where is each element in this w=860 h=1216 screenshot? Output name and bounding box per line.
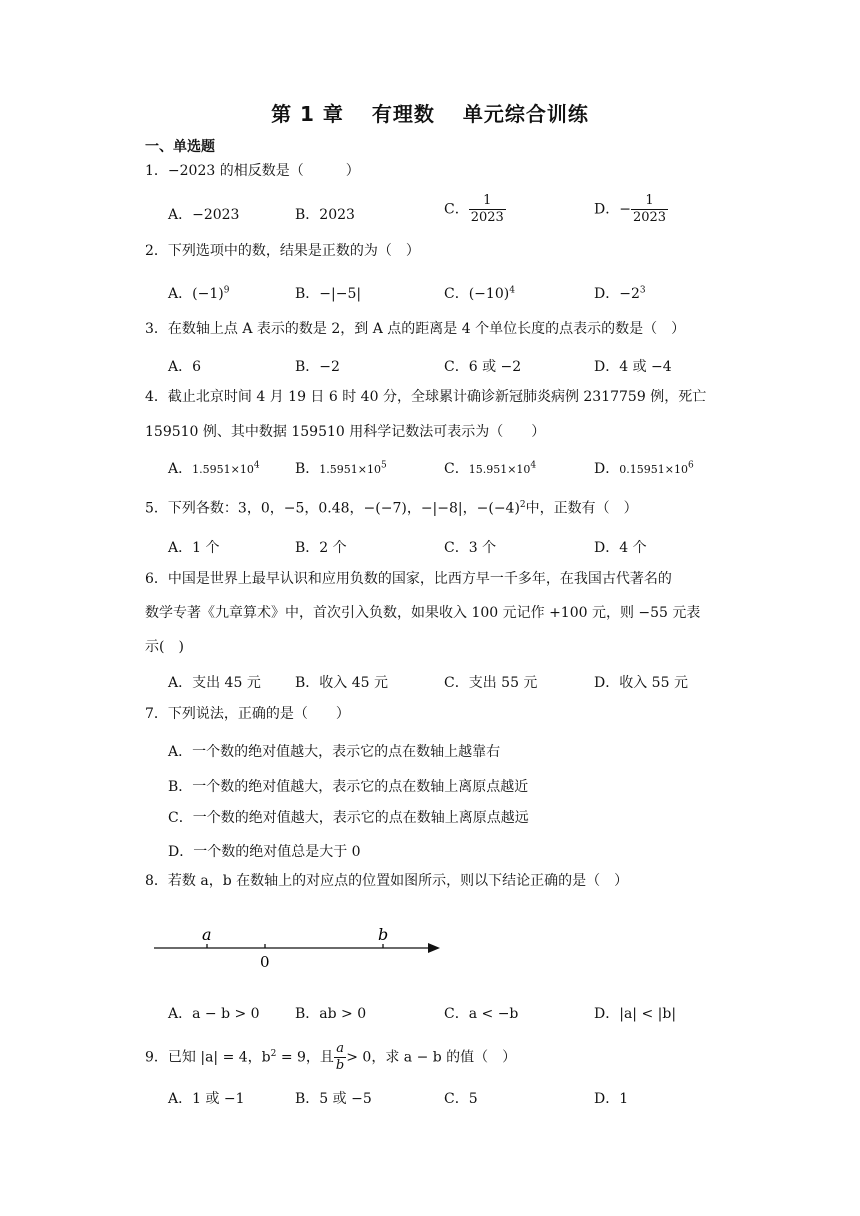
q1-fraction-c: $\frac{1}{2023}$ xyxy=(470,193,504,225)
q2-option-a: A．$(-1)^9$ xyxy=(168,285,230,302)
question-7-stem: 7．下列说法，正确的是（ ） xyxy=(145,706,350,722)
q3-option-d: D．4 或 −4 xyxy=(594,359,672,375)
q9-option-d: D．1 xyxy=(594,1091,629,1107)
title-chapter: 第 1 章 xyxy=(271,102,344,126)
q5-option-b: B．2 个 xyxy=(295,540,347,556)
q8-option-d: D．|a| < |b| xyxy=(594,1006,677,1022)
question-3-stem: 3．在数轴上点 A 表示的数是 2，到 A 点的距离是 4 个单位长度的点表示的数是（ ） xyxy=(145,321,686,337)
q7-option-d: D．一个数的绝对值总是大于 0 xyxy=(168,844,361,860)
question-1-stem: 1．−2023 的相反数是（ ） xyxy=(145,163,360,179)
q1-option-a: A．−2023 xyxy=(168,207,240,223)
question-9-stem: 9．已知 |a| = 4，$b^2 = 9$，且 $\frac{a}{b}$ > 0，求 a − b 的值（ ） xyxy=(145,1041,517,1074)
label-b: b xyxy=(378,925,389,944)
question-6-line2: 数学专著《九章算术》中，首次引入负数，如果收入 100 元记作 +100 元，则 −55 元表 xyxy=(145,605,701,621)
q1-option-b: B．2023 xyxy=(295,207,355,223)
section-heading: 一、单选题 xyxy=(145,139,215,155)
q2-option-b: B．−|−5| xyxy=(295,286,362,302)
q9-option-c: C．5 xyxy=(444,1091,478,1107)
question-4-line1: 4．截止北京时间 4 月 19 日 6 时 40 分，全球累计确诊新冠肺炎病例 2317759 例，死亡 xyxy=(145,389,707,405)
q5-option-a: A．1 个 xyxy=(168,540,220,556)
question-8-stem: 8．若数 a，b 在数轴上的对应点的位置如图所示，则以下结论正确的是（ ） xyxy=(145,873,629,889)
q4-option-c: C．$15.951\times 10^4$ xyxy=(444,460,537,477)
title-subtitle: 单元综合训练 xyxy=(462,102,589,126)
label-zero: 0 xyxy=(260,953,270,971)
q6-option-d: D．收入 55 元 xyxy=(594,675,688,691)
q4-option-b: B．$1.5951\times 10^5$ xyxy=(295,460,387,477)
q6-option-b: B．收入 45 元 xyxy=(295,675,389,691)
question-4-line2: 159510 例、其中数据 159510 用科学记数法可表示为（ ） xyxy=(145,424,546,440)
q7-option-b: B．一个数的绝对值越大，表示它的点在数轴上离原点越近 xyxy=(168,779,529,795)
q6-option-a: A．支出 45 元 xyxy=(168,675,261,691)
number-line-figure xyxy=(150,920,450,976)
q3-option-c: C．6 或 −2 xyxy=(444,359,522,375)
label-a: a xyxy=(202,925,212,944)
q1-option-c: C． $\frac{1}{2023}$ xyxy=(444,193,504,225)
question-5-stem: 5．下列各数：3，0，−5，0.48，−(−7)，−|−8|，$-(-4)^2$中，正数有（ ） xyxy=(145,500,638,517)
question-2-stem: 2．下列选项中的数，结果是正数的为（ ） xyxy=(145,243,420,259)
q9-option-a: A．1 或 −1 xyxy=(168,1091,245,1107)
q3-option-a: A．6 xyxy=(168,359,202,375)
q5-option-c: C．3 个 xyxy=(444,540,497,556)
q1-fraction-d: $\frac{1}{2023}$ xyxy=(632,193,667,225)
q4-option-d: D．$0.15951\times 10^6$ xyxy=(594,460,694,477)
question-6-line1: 6．中国是世界上最早认识和应用负数的国家，比西方早一千多年，在我国古代著名的 xyxy=(145,571,672,587)
title-topic: 有理数 xyxy=(371,102,435,126)
question-6-line3: 示( ) xyxy=(145,639,184,655)
q4-option-a: A．$1.5951\times 10^4$ xyxy=(168,460,260,477)
q7-option-c: C．一个数的绝对值越大，表示它的点在数轴上离原点越远 xyxy=(168,810,529,826)
q8-option-a: A．a − b > 0 xyxy=(168,1006,260,1022)
q7-option-a: A．一个数的绝对值越大，表示它的点在数轴上越靠右 xyxy=(168,744,501,760)
q1-option-d: D．− $\frac{1}{2023}$ xyxy=(594,193,667,225)
q6-option-c: C．支出 55 元 xyxy=(444,675,538,691)
q9-fraction: $\frac{a}{b}$ xyxy=(335,1041,345,1074)
q3-option-b: B．−2 xyxy=(295,359,340,375)
q5-option-d: D．4 个 xyxy=(594,540,647,556)
number-line-arrow xyxy=(428,943,440,953)
q8-option-b: B．ab > 0 xyxy=(295,1006,367,1022)
q2-option-c: C．$(-10)^4$ xyxy=(444,285,515,302)
page-title xyxy=(0,98,860,127)
q9-option-b: B．5 或 −5 xyxy=(295,1091,372,1107)
q8-option-c: C．a < −b xyxy=(444,1006,519,1022)
q2-option-d: D．$-2^3$ xyxy=(594,285,646,302)
